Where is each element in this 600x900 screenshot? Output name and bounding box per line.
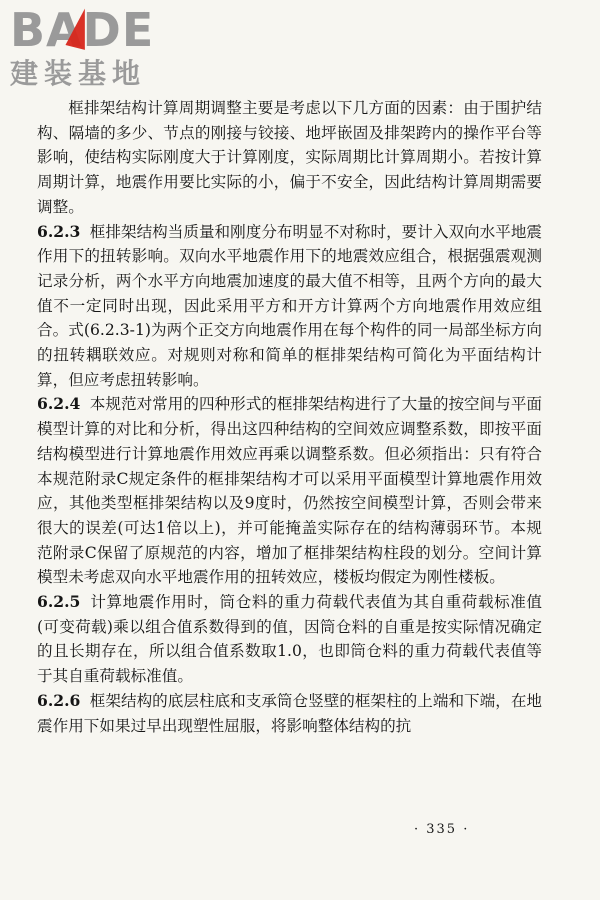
paragraph-text: 框排架结构当质量和刚度分布明显不对称时，要计入双向水平地震作用下的扭转影响。双向水平地震作用下的地震效应组合，根据强震观测记录分析，两个水平方向地震加速度的最大值不相等，且两个方向的最大值不一定同时出现，因此采用平方和开方计算两个方向地震作用效应组合。式(6.2.3-1)为两个正交方向地震作用在每个构件的同一局部坐标方向的扭转耦联效应。对规则对称和简单的框排架结构可简化为平面结构计算，但应考虑扭转影响。: [37, 222, 543, 389]
section-number: 6.2.3: [37, 221, 81, 241]
paragraph-6-2-5: [37, 590, 542, 689]
bade-logo: [10, 4, 190, 96]
page-number: · 335 ·: [414, 822, 470, 837]
paragraph-6-2-4: [37, 392, 542, 590]
paragraph-6-2-6: [37, 689, 542, 738]
section-number: 6.2.5: [37, 592, 81, 612]
logo-wordmark: BADE: [10, 3, 155, 57]
paragraph-text: 框架结构的底层柱底和支承筒仓竖壁的框架柱的上端和下端，在地震作用下如果过早出现塑性屈服，将影响整体结构的抗: [37, 691, 543, 735]
paragraph-6-2-3: [37, 220, 542, 393]
document-body: [37, 96, 542, 738]
section-number: 6.2.6: [37, 690, 81, 710]
paragraph-text: 本规范对常用的四种形式的框排架结构进行了大量的按空间与平面模型计算的对比和分析，得出这四种结构的空间效应调整系数，即按平面结构模型进行计算地震作用效应再乘以调整系数。但必须指出：只有符合本规范附录C规定条件的框排架结构才可以采用平面模型计算地震作用效应，其他类型框排架结构以及9度时，仍然按空间模型计算，否则会带来很大的误差(可达1倍以上)，并可能掩盖实际存在的结构薄弱环节。本规范附录C保留了原规范的内容，增加了框排架结构柱段的划分。空间计算模型未考虑双向水平地震作用的扭转效应，楼板均假定为刚性楼板。: [37, 395, 543, 587]
paragraph-text: 计算地震作用时，筒仓料的重力荷载代表值为其自重荷载标准值(可变荷载)乘以组合值系数得到的值，因筒仓料的自重是按实际情况确定的且长期存在，所以组合值系数取1.0，也即筒仓料的重力荷载代表值等于其自重荷载标准值。: [37, 593, 542, 686]
section-number: 6.2.4: [37, 394, 81, 414]
paragraph-intro: [37, 96, 542, 220]
logo-chinese-text: 建装基地: [10, 57, 147, 90]
paragraph-text: 框排架结构计算周期调整主要是考虑以下几方面的因素：由于围护结构、隔墙的多少、节点的刚接与铰接、地坪嵌固及排架跨内的操作平台等影响，使结构实际刚度大于计算刚度，实际周期比计算周期小。若按计算周期计算，地震作用要比实际的小，偏于不安全，因此结构计算周期需要调整。: [37, 99, 542, 216]
